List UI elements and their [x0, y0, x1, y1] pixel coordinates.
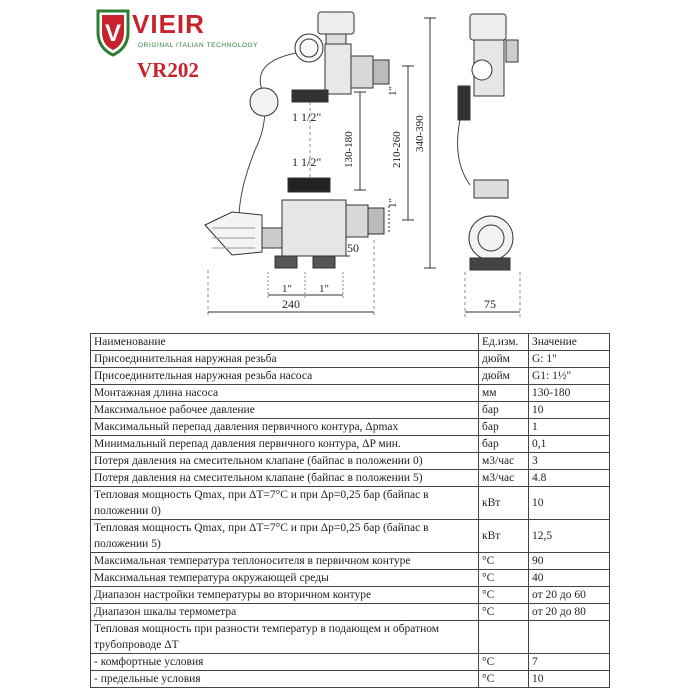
technical-drawing — [0, 0, 700, 330]
table-row — [91, 520, 610, 553]
row-value: 90 — [529, 553, 610, 570]
row-value — [529, 621, 610, 654]
table-row — [91, 436, 610, 453]
table-row — [91, 453, 610, 470]
dim-inch-top: 1" — [387, 86, 399, 96]
table-row — [91, 487, 610, 520]
row-name: Потеря давления на смесительном клапане (байпас в положении 5) — [91, 470, 479, 487]
row-name: Максимальная температура теплоносителя в первичном контуре — [91, 553, 479, 570]
row-unit: кВт — [479, 487, 529, 520]
header-unit: Ед.изм. — [479, 334, 529, 351]
row-value: от 20 до 60 — [529, 587, 610, 604]
row-unit: °C — [479, 671, 529, 688]
row-value: 3 — [529, 453, 610, 470]
row-value: 10 — [529, 402, 610, 419]
row-unit: дюйм — [479, 351, 529, 368]
dim-depth-75: 75 — [484, 297, 496, 311]
row-name: - предельные условия — [91, 671, 479, 688]
row-unit: кВт — [479, 520, 529, 553]
table-row — [91, 368, 610, 385]
row-value: 7 — [529, 654, 610, 671]
thread-label-mid: 1 1/2" — [292, 155, 322, 169]
row-unit: °C — [479, 604, 529, 621]
row-unit: м3/час — [479, 453, 529, 470]
row-value: 130-180 — [529, 385, 610, 402]
row-unit: бар — [479, 419, 529, 436]
row-unit: м3/час — [479, 470, 529, 487]
row-name: Максимальное рабочее давление — [91, 402, 479, 419]
logo-letter: V — [104, 20, 122, 47]
row-unit: мм — [479, 385, 529, 402]
table-row — [91, 402, 610, 419]
row-value: 1 — [529, 419, 610, 436]
row-name: Максимальный перепад давления первичного контура, Δpmax — [91, 419, 479, 436]
table-row — [91, 604, 610, 621]
row-name: Тепловая мощность Qmax, при ΔT=7°C и при Δp=0,25 бар (байпас в положении 5) — [91, 520, 479, 553]
thread-label-top: 1 1/2" — [292, 110, 322, 124]
spec-table — [90, 333, 610, 688]
row-unit: °C — [479, 553, 529, 570]
row-unit: бар — [479, 402, 529, 419]
dim-130-180: 130-180 — [343, 131, 355, 168]
row-name: - комфортные условия — [91, 654, 479, 671]
table-header-row — [91, 334, 610, 351]
row-name: Потеря давления на смесительном клапане (байпас в положении 0) — [91, 453, 479, 470]
table-row — [91, 570, 610, 587]
table-row — [91, 385, 610, 402]
row-unit: °C — [479, 587, 529, 604]
row-name: Диапазон шкалы термометра — [91, 604, 479, 621]
row-name: Тепловая мощность при разности температур в подающем и обратном трубопроводе ΔT — [91, 621, 479, 654]
header-value: Значение — [529, 334, 610, 351]
table-row — [91, 587, 610, 604]
row-unit: °C — [479, 654, 529, 671]
row-value: 0,1 — [529, 436, 610, 453]
table-row — [91, 351, 610, 368]
dim-50: 50 — [347, 241, 359, 255]
dim-210-260: 210-260 — [391, 131, 403, 168]
row-value: 10 — [529, 487, 610, 520]
row-unit: дюйм — [479, 368, 529, 385]
row-unit — [479, 621, 529, 654]
row-name: Минимальный перепад давления первичного контура, ΔP мин. — [91, 436, 479, 453]
row-value: G: 1" — [529, 351, 610, 368]
header-name: Наименование — [91, 334, 479, 351]
model-number: VR202 — [137, 58, 199, 82]
row-value: 12,5 — [529, 520, 610, 553]
dim-inch-bottom-left: 1" — [282, 283, 292, 295]
row-value: 4.8 — [529, 470, 610, 487]
row-name: Монтажная длина насоса — [91, 385, 479, 402]
row-name: Присоединительная наружная резьба — [91, 351, 479, 368]
row-name: Диапазон настройки температуры во вторичном контуре — [91, 587, 479, 604]
table-row — [91, 671, 610, 688]
row-name: Максимальная температура окружающей среды — [91, 570, 479, 587]
dim-inch-mid: 1" — [387, 198, 399, 208]
table-row — [91, 654, 610, 671]
row-value: G1: 1½" — [529, 368, 610, 385]
row-unit: бар — [479, 436, 529, 453]
table-row — [91, 470, 610, 487]
table-row — [91, 553, 610, 570]
row-value: 40 — [529, 570, 610, 587]
dim-340-390: 340-390 — [414, 115, 426, 152]
table-row — [91, 621, 610, 654]
brand-tagline: ORIGINAL ITALIAN TECHNOLOGY — [138, 42, 259, 49]
brand-name: VIEIR — [132, 9, 205, 39]
row-unit: °C — [479, 570, 529, 587]
dim-inch-bottom-right: 1" — [319, 283, 329, 295]
row-name: Тепловая мощность Qmax, при ΔT=7°C и при Δp=0,25 бар (байпас в положении 0) — [91, 487, 479, 520]
row-name: Присоединительная наружная резьба насоса — [91, 368, 479, 385]
row-value: от 20 до 80 — [529, 604, 610, 621]
table-row — [91, 419, 610, 436]
row-value: 10 — [529, 671, 610, 688]
dim-width-240: 240 — [282, 297, 300, 311]
